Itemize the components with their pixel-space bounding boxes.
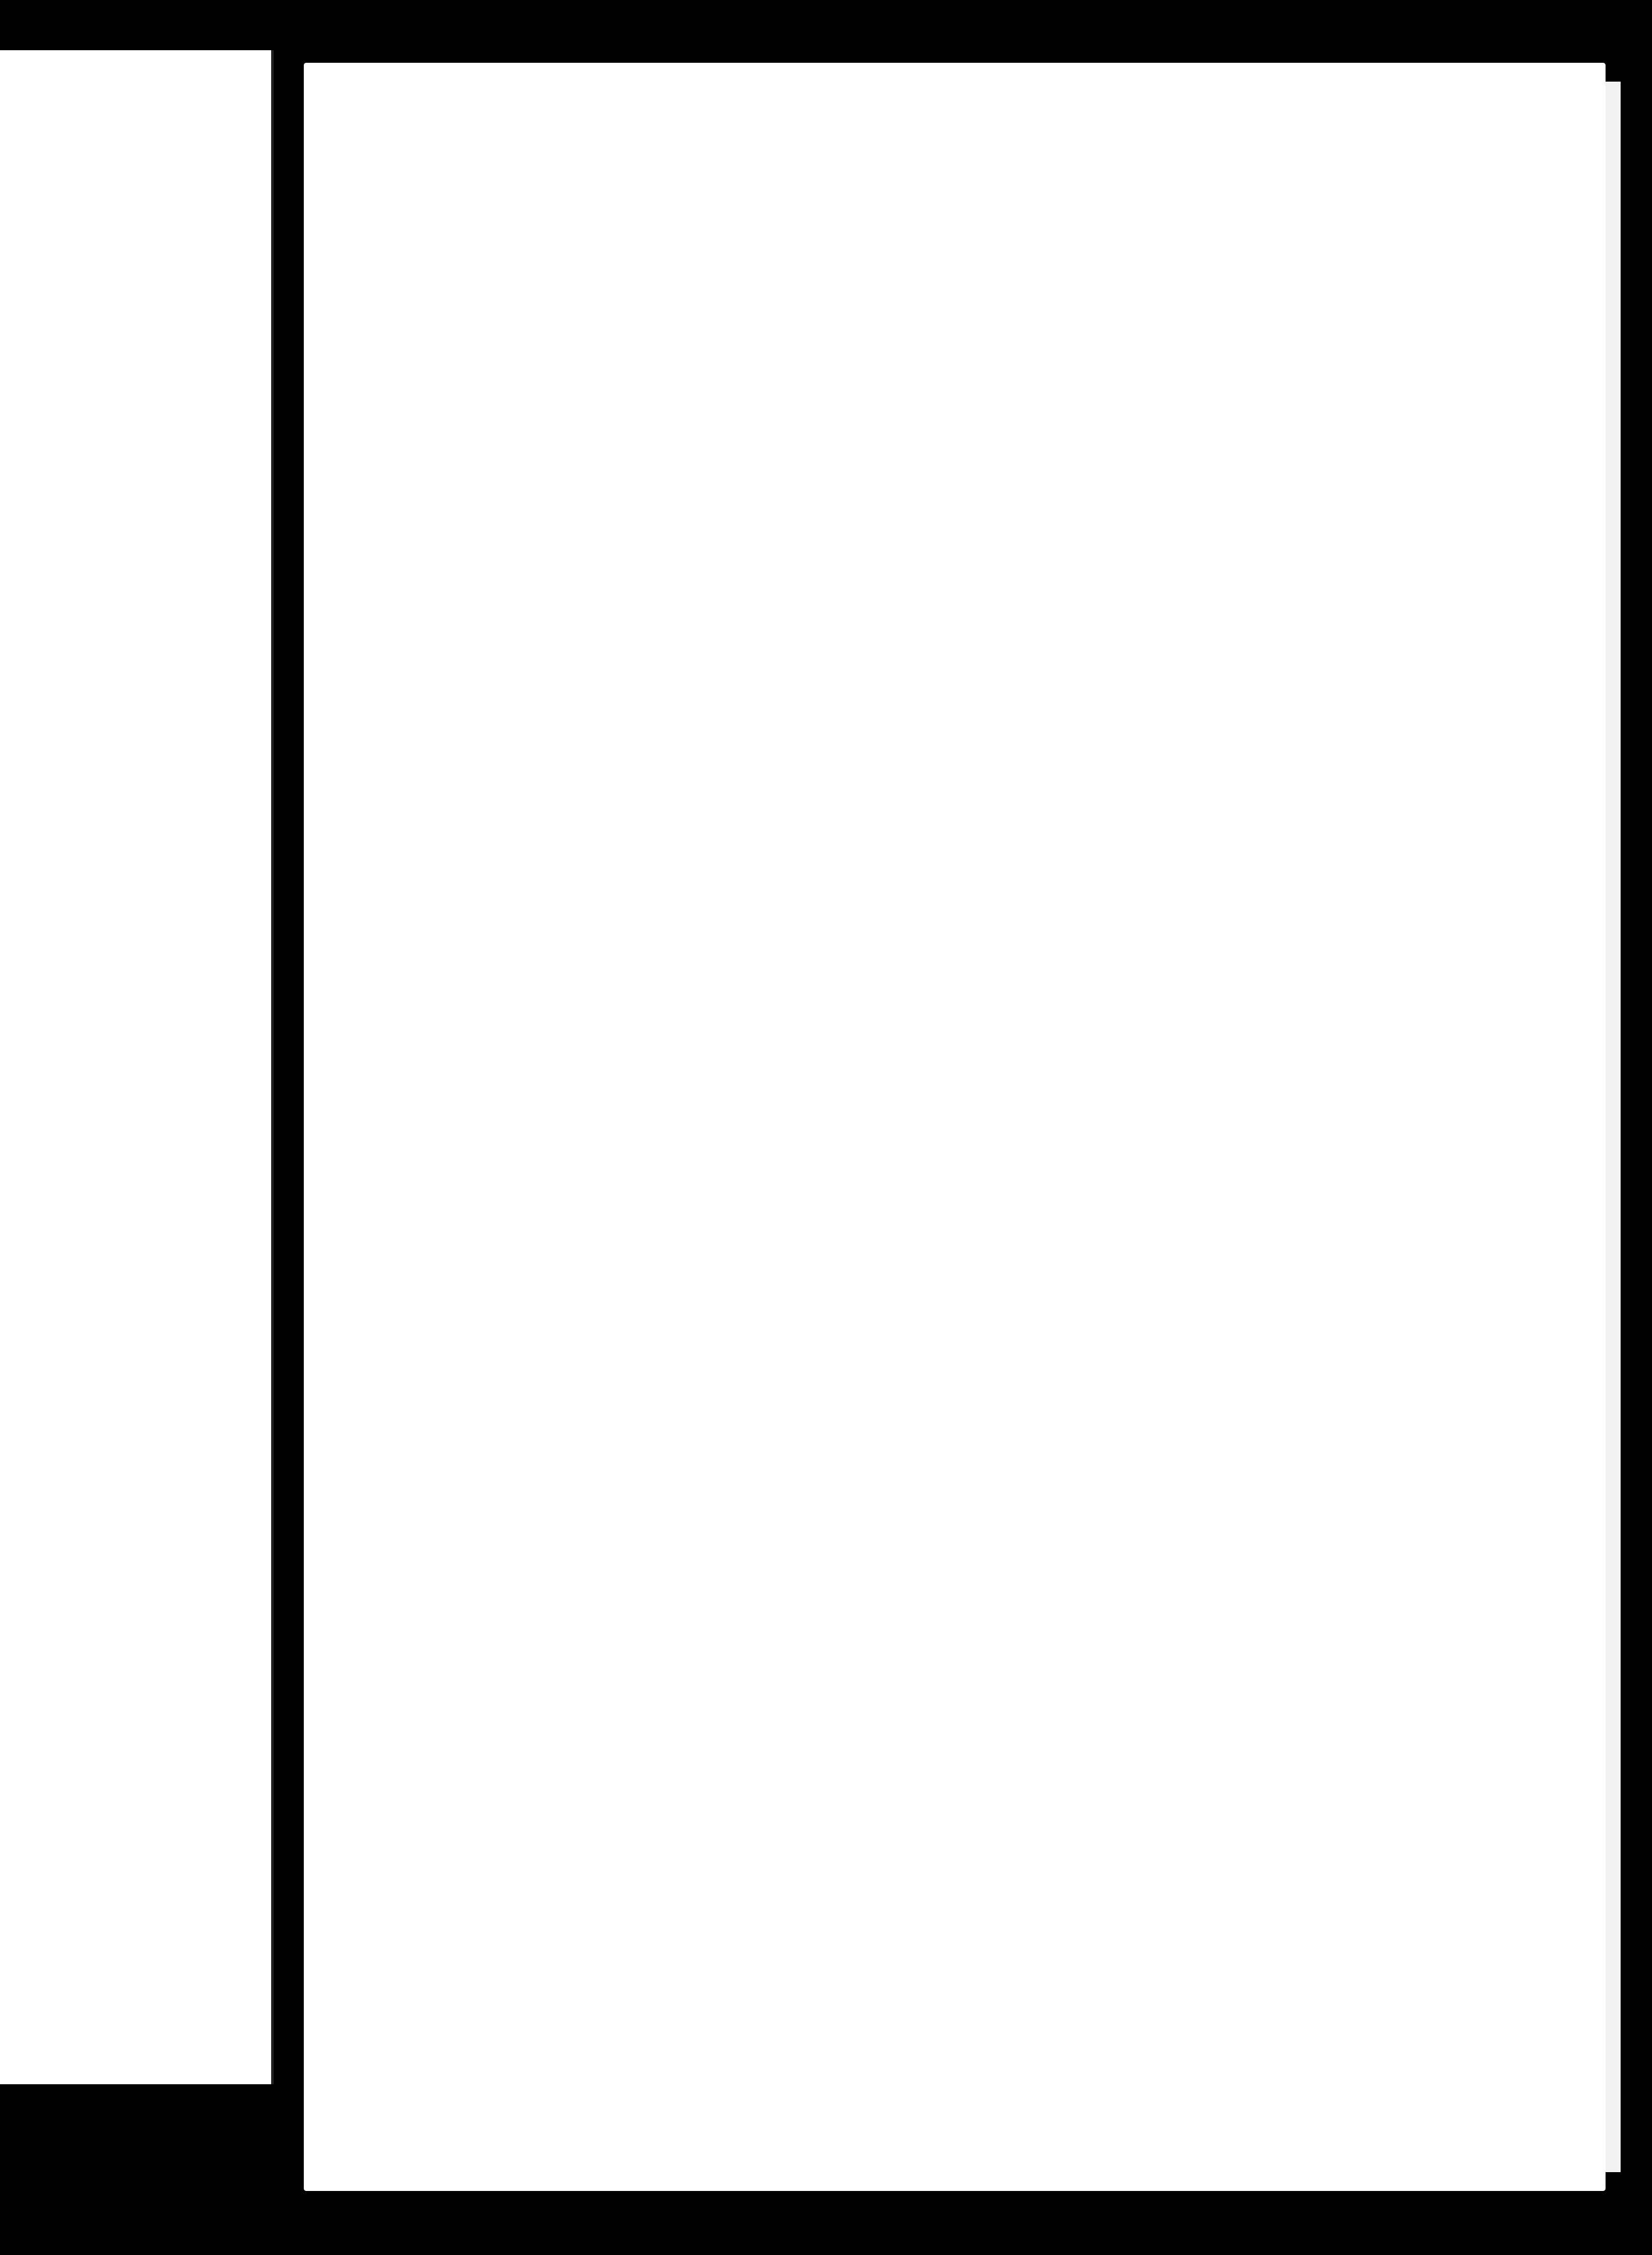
right-page <box>304 63 1606 2191</box>
left-page <box>0 50 274 2084</box>
